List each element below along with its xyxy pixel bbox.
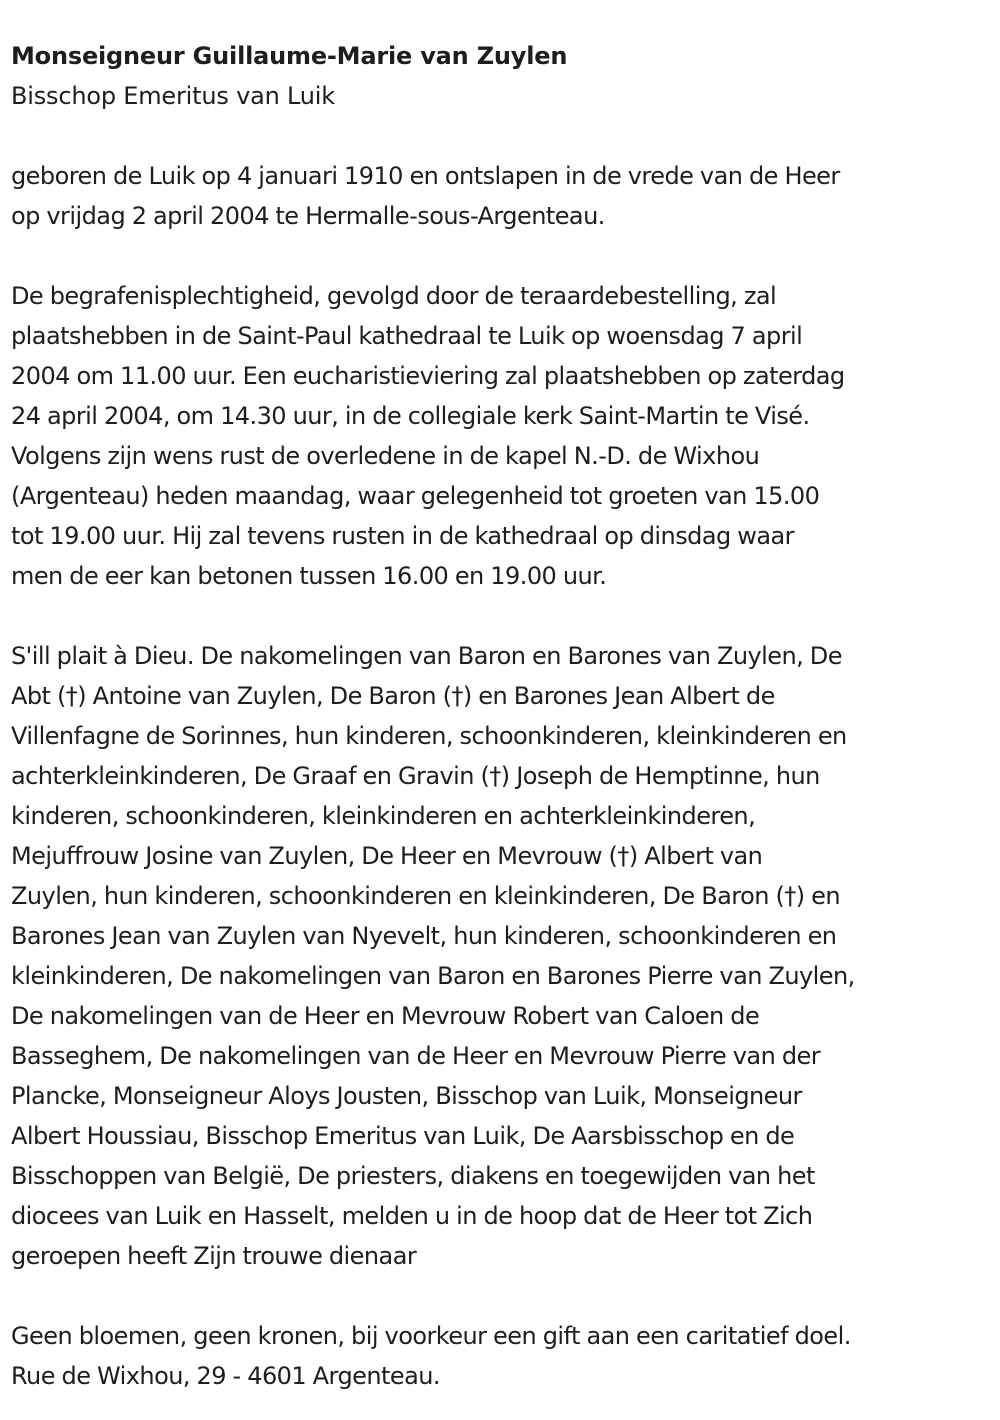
family-line: kleinkinderen, De nakomelingen van Baron en Barones Pierre van Zuylen, [11, 962, 855, 990]
family-line: Mejuffrouw Josine van Zuylen, De Heer en Mevrouw (†) Albert van [11, 842, 763, 870]
funeral-line: (Argenteau) heden maandag, waar gelegenheid tot groeten van 15.00 [11, 482, 820, 510]
family-line: Basseghem, De nakomelingen van de Heer en Mevrouw Pierre van der [11, 1042, 821, 1070]
family-line: De nakomelingen van de Heer en Mevrouw Robert van Caloen de [11, 1002, 760, 1030]
funeral-line: 24 april 2004, om 14.30 uur, in de collegiale kerk Saint-Martin te Visé. [11, 402, 810, 430]
family-line: kinderen, schoonkinderen, kleinkinderen en achterkleinkinderen, [11, 802, 756, 830]
funeral-line: 2004 om 11.00 uur. Een eucharistieviering zal plaatshebben op zaterdag [11, 362, 845, 390]
birth-line: op vrijdag 2 april 2004 te Hermalle-sous-Argenteau. [11, 202, 605, 230]
family-line: Villenfagne de Sorinnes, hun kinderen, schoonkinderen, kleinkinderen en [11, 722, 847, 750]
family-line: Zuylen, hun kinderen, schoonkinderen en kleinkinderen, De Baron (†) en [11, 882, 840, 910]
closing-line: Rue de Wixhou, 29 - 4601 Argenteau. [11, 1362, 440, 1390]
funeral-line: Volgens zijn wens rust de overledene in de kapel N.-D. de Wixhou [11, 442, 760, 470]
closing-line: Geen bloemen, geen kronen, bij voorkeur een gift aan een caritatief doel. [11, 1322, 851, 1350]
funeral-line: plaatshebben in de Saint-Paul kathedraal te Luik op woensdag 7 april [11, 322, 803, 350]
deceased-name: Monseigneur Guillaume-Marie van Zuylen [11, 42, 568, 70]
family-line: Albert Houssiau, Bisschop Emeritus van Luik, De Aarsbisschop en de [11, 1122, 795, 1150]
deceased-title: Bisschop Emeritus van Luik [11, 82, 335, 110]
funeral-line: De begrafenisplechtigheid, gevolgd door de teraardebestelling, zal [11, 282, 777, 310]
family-line: Abt (†) Antoine van Zuylen, De Baron (†) en Barones Jean Albert de [11, 682, 775, 710]
family-line: Plancke, Monseigneur Aloys Jousten, Bisschop van Luik, Monseigneur [11, 1082, 802, 1110]
family-line: geroepen heeft Zijn trouwe dienaar [11, 1242, 417, 1270]
funeral-line: men de eer kan betonen tussen 16.00 en 19.00 uur. [11, 562, 607, 590]
birth-paragraph [11, 156, 990, 236]
family-line: Bisschoppen van België, De priesters, diakens en toegewijden van het [11, 1162, 815, 1190]
closing-paragraph [11, 1316, 990, 1396]
family-line: diocees van Luik en Hasselt, melden u in de hoop dat de Heer tot Zich [11, 1202, 813, 1230]
family-line: achterkleinkinderen, De Graaf en Gravin (†) Joseph de Hemptinne, hun [11, 762, 820, 790]
birth-line: geboren de Luik op 4 januari 1910 en ontslapen in de vrede van de Heer [11, 162, 840, 190]
family-line: S'ill plait à Dieu. De nakomelingen van Baron en Barones van Zuylen, De [11, 642, 842, 670]
funeral-line: tot 19.00 uur. Hij zal tevens rusten in de kathedraal op dinsdag waar [11, 522, 794, 550]
family-paragraph [11, 636, 990, 1276]
funeral-paragraph [11, 276, 990, 596]
family-line: Barones Jean van Zuylen van Nyevelt, hun kinderen, schoonkinderen en [11, 922, 837, 950]
